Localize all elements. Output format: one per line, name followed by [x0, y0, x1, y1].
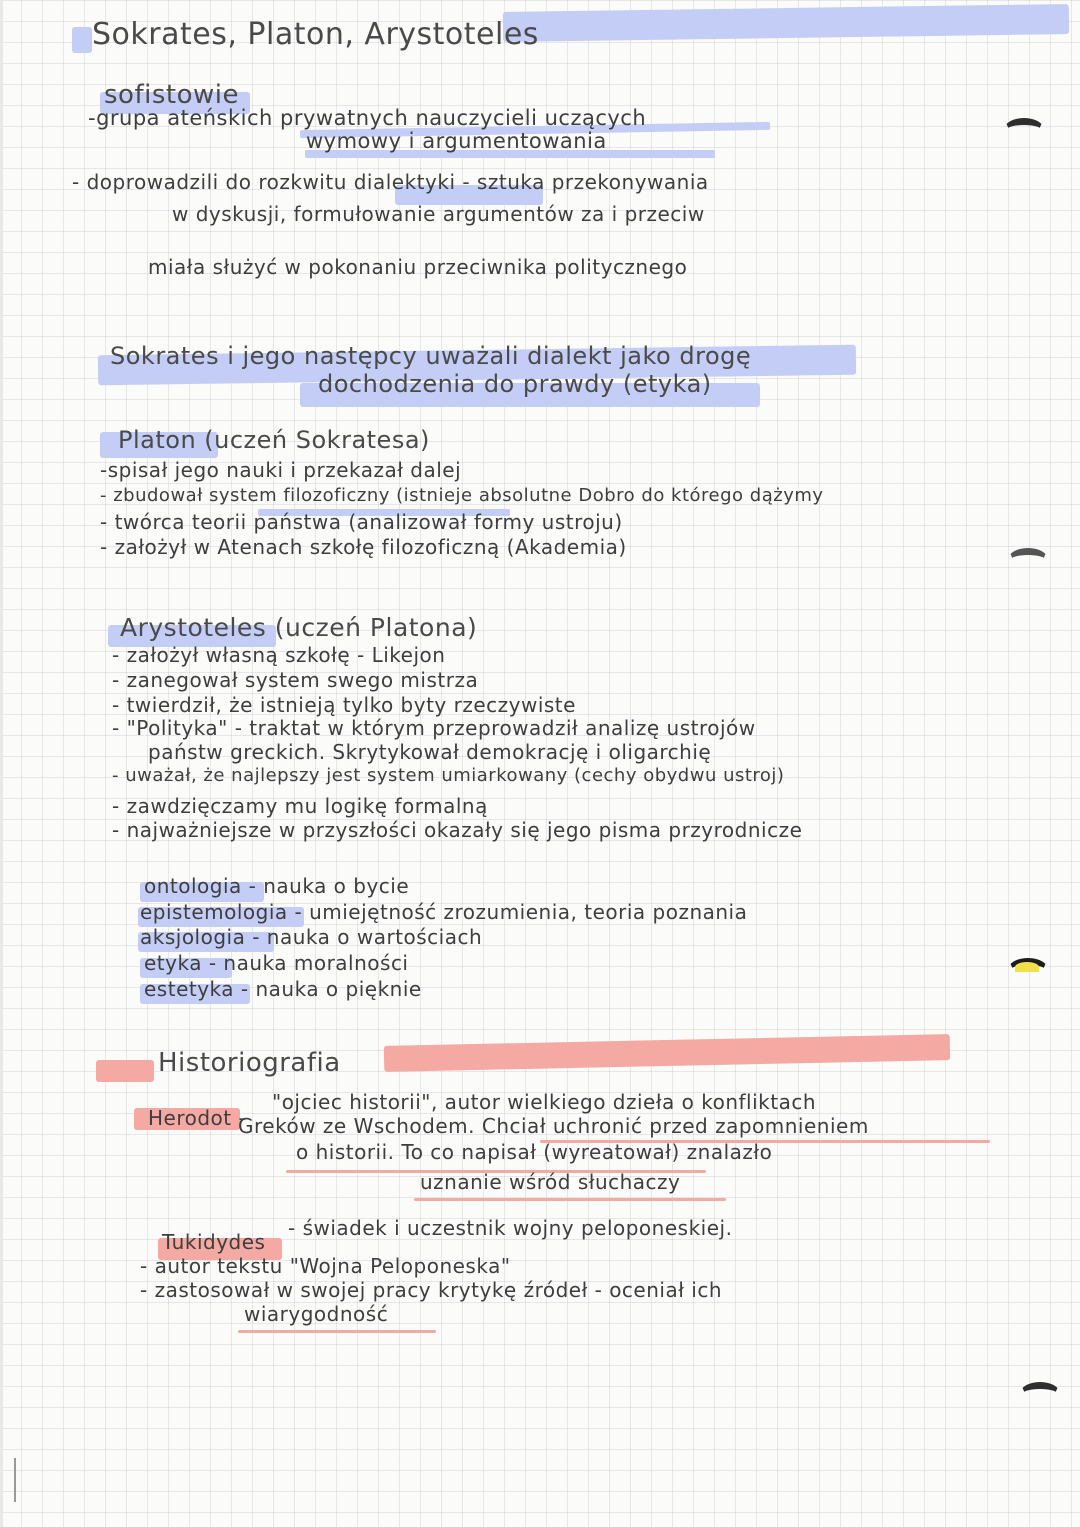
- binder-ring-icon: [1004, 118, 1044, 141]
- term-5: [144, 979, 422, 999]
- term-2-name: epistemologia: [140, 900, 288, 924]
- platon-item-1: -spisał jego nauki i przekazał dalej: [100, 458, 462, 482]
- platon-item-2: - zbudował system filozoficzny (istnieje absolutne Dobro do którego dążymy: [100, 485, 824, 506]
- sokrates-line-1: Sokrates i jego następcy uważali dialekt jako drogę: [110, 342, 752, 370]
- tukidydes-line-2: - autor tekstu "Wojna Peloponeska": [140, 1254, 511, 1278]
- sokrates-line-2: dochodzenia do prawdy (etyka): [318, 370, 712, 398]
- tukidydes-line-1: - świadek i uczestnik wojny peloponeskiej.: [288, 1216, 733, 1240]
- sofisci-line-3: - doprowadzili do rozkwitu dialektyki - sztuka przekonywania: [72, 170, 709, 194]
- sofisci-line-2: wymowy i argumentowania: [306, 129, 607, 153]
- arystoteles-item-2: - zanegował system swego mistrza: [112, 668, 479, 692]
- tukidydes-underline: [238, 1330, 436, 1333]
- sofisci-line-1: -grupa ateńskich prywatnych nauczycieli uczących: [88, 106, 647, 130]
- historiografia-highlight-right: [384, 1034, 950, 1072]
- historiografia-heading: Historiografia: [158, 1048, 341, 1078]
- margin-mark: [14, 1458, 16, 1502]
- arystoteles-item-6: - uważał, że najlepszy jest system umiarkowany (cechy obydwu ustroj): [112, 765, 785, 786]
- term-2: [140, 902, 747, 922]
- term-3-def: - nauka o wartościach: [252, 925, 483, 949]
- term-4-def: - nauka moralności: [208, 951, 409, 975]
- arystoteles-item-8: - najważniejsze w przyszłości okazały się jego pisma przyrodnicze: [112, 818, 803, 842]
- platon-heading: Platon (uczeń Sokratesa): [118, 426, 430, 454]
- term-4: [144, 953, 409, 973]
- arystoteles-item-7: - zawdzięczamy mu logikę formalną: [112, 794, 488, 818]
- page-title: Sokrates, Platon, Arystoteles: [92, 17, 539, 52]
- term-2-def: - umiejętność zrozumienia, teoria poznania: [294, 900, 748, 924]
- arystoteles-item-4: - "Polityka" - traktat w którym przeprowadził analizę ustrojów: [112, 716, 756, 740]
- herodot-line-2: Greków ze Wschodem. Chciał uchronić przed zapomnieniem: [238, 1114, 869, 1138]
- arystoteles-item-5: państw greckich. Skrytykował demokrację i oligarchię: [148, 740, 712, 764]
- historiografia-highlight-left: [96, 1060, 154, 1082]
- arystoteles-item-3: - twierdził, że istnieją tylko byty rzeczywiste: [112, 693, 576, 717]
- binder-ring-icon: [1008, 548, 1048, 571]
- arystoteles-heading: Arystoteles (uczeń Platona): [120, 613, 478, 642]
- term-4-name: etyka: [144, 951, 202, 975]
- platon-item-4: - założył w Atenach szkołę filozoficzną (Akademia): [100, 535, 627, 559]
- term-3-name: aksjologia: [140, 925, 246, 949]
- herodot-line-4: uznanie wśród słuchaczy: [420, 1170, 681, 1194]
- binder-ring-icon: [1020, 1382, 1060, 1405]
- sofisci-line-4: w dyskusji, formułowanie argumentów za i przeciw: [172, 202, 705, 226]
- herodot-name: Herodot -: [148, 1106, 247, 1130]
- tukidydes-name: Tukidydes: [162, 1230, 266, 1254]
- title-highlight-left: [72, 27, 92, 53]
- term-1: [144, 876, 409, 896]
- herodot-underline-3: [414, 1198, 726, 1201]
- binder-ring-icon: [1008, 958, 1048, 981]
- platon-item-3: - twórca teorii państwa (analizował formy ustroju): [100, 510, 623, 534]
- tukidydes-line-3: - zastosował w swojej pracy krytykę źródeł - oceniał ich: [140, 1278, 722, 1302]
- herodot-line-3: o historii. To co napisał (wyreatował) znalazło: [296, 1140, 773, 1164]
- term-5-def: - nauka o pięknie: [240, 977, 422, 1001]
- sofisci-line-5: miała służyć w pokonaniu przeciwnika politycznego: [148, 255, 688, 279]
- tukidydes-line-4: wiarygodność: [244, 1302, 389, 1326]
- herodot-line-1: "ojciec historii", autor wielkiego dzieła o konfliktach: [272, 1090, 817, 1114]
- title-highlight-right: [503, 4, 1069, 42]
- term-3: [140, 927, 482, 947]
- term-1-name: ontologia: [144, 874, 242, 898]
- sofisci-heading: sofistowie: [104, 80, 239, 110]
- page-edge: [0, 0, 3, 1527]
- term-5-name: estetyka: [144, 977, 235, 1001]
- arystoteles-item-1: - założył własną szkołę - Likejon: [112, 643, 446, 667]
- term-1-def: - nauka o bycie: [248, 874, 410, 898]
